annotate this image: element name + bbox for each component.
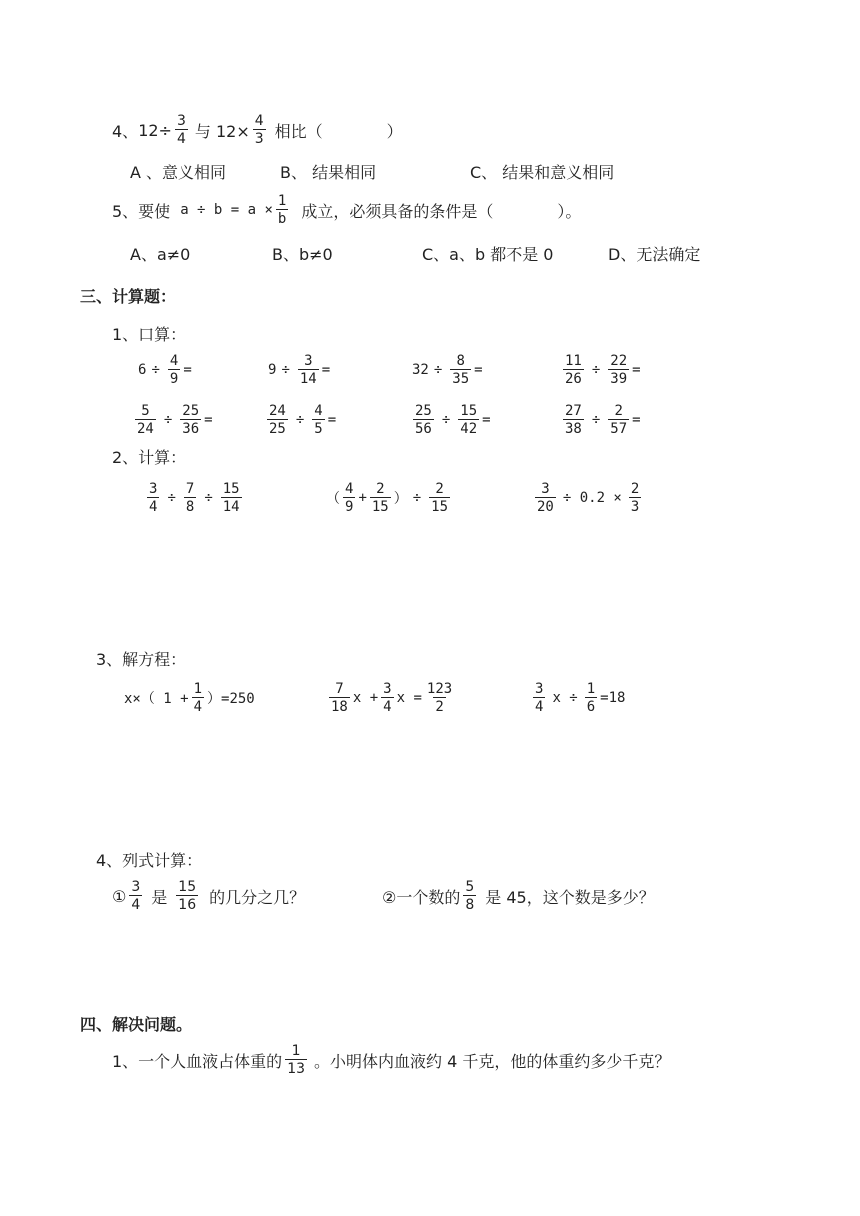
- numerator: 15: [222, 481, 240, 497]
- option-c: C、 结果和意义相同: [470, 163, 615, 182]
- equation-3: [530, 682, 625, 714]
- fraction: [276, 194, 288, 226]
- expr-text: ÷: [412, 490, 422, 506]
- expr-text: ÷: [591, 362, 601, 378]
- expr-text: =: [474, 362, 483, 378]
- denominator: 2: [435, 699, 444, 715]
- oral-item: [412, 354, 483, 386]
- denominator: 4: [535, 699, 544, 715]
- fraction: [370, 482, 391, 514]
- fraction: [429, 482, 450, 514]
- expr-text: 12÷: [138, 120, 172, 140]
- expr-text: x ÷: [552, 690, 578, 706]
- fraction: [585, 682, 597, 714]
- question-5: [112, 194, 581, 226]
- denominator: 6: [586, 699, 596, 715]
- numerator: 4: [345, 481, 354, 497]
- expr-text: ）=250: [207, 691, 255, 707]
- option-c: C、a、b 都不是 0: [422, 245, 554, 264]
- fraction: [535, 482, 556, 514]
- numerator: 25: [415, 403, 432, 419]
- denominator: 18: [331, 699, 348, 715]
- denominator: 26: [565, 371, 582, 387]
- denominator: 9: [169, 371, 179, 387]
- oral-item: [410, 404, 491, 436]
- expr-text: ÷: [441, 412, 451, 428]
- expr-text: x×（ 1 +: [124, 691, 189, 707]
- numerator: 2: [376, 481, 385, 497]
- oral-item: [264, 404, 336, 436]
- numerator: 8: [456, 353, 465, 369]
- numerator: 3: [383, 681, 392, 697]
- numerator: 123: [426, 681, 453, 697]
- numerator: 2: [435, 481, 444, 497]
- expr-text: =: [204, 412, 213, 428]
- numerator: 2: [630, 481, 640, 497]
- fraction: [175, 114, 188, 146]
- question-number: 5、要使: [112, 201, 171, 221]
- oral-item: [132, 404, 213, 436]
- denominator: 57: [610, 421, 628, 437]
- fraction: [329, 682, 350, 714]
- fraction: [168, 354, 180, 386]
- numerator: 3: [535, 681, 544, 697]
- numerator: 11: [565, 353, 582, 369]
- denominator: 20: [537, 499, 554, 515]
- denominator: 16: [178, 897, 197, 913]
- oral-item: [268, 354, 330, 386]
- fraction: [129, 880, 142, 912]
- denominator: 8: [185, 499, 195, 515]
- numerator: 24: [269, 403, 286, 419]
- expr-text: 。小明体内血液约 4 千克，他的体重约多少千克？: [314, 1051, 671, 1071]
- expr-text: 32: [412, 362, 429, 378]
- denominator: 14: [222, 499, 240, 515]
- expr-text: 相比（ ）: [274, 121, 403, 141]
- denominator: 5: [314, 421, 323, 437]
- fraction: [629, 482, 641, 514]
- fraction: [563, 354, 584, 386]
- fraction: [184, 482, 196, 514]
- fraction: [192, 682, 204, 714]
- fraction: [285, 1044, 307, 1076]
- oral-item: [138, 354, 192, 386]
- denominator: 39: [610, 371, 628, 387]
- fraction: [533, 682, 545, 714]
- option-b: B、b≠0: [272, 245, 333, 264]
- denominator: 4: [383, 699, 392, 715]
- denominator: 56: [415, 421, 432, 437]
- fraction: [343, 482, 355, 514]
- problem-1: [112, 1044, 670, 1076]
- expr-text: =: [632, 362, 641, 378]
- calc-expr-2: [326, 482, 453, 514]
- expr-text: ÷: [295, 412, 305, 428]
- numerator: 2: [614, 403, 623, 419]
- option-a: A、a≠0: [130, 245, 191, 264]
- denominator: 15: [431, 499, 449, 515]
- fraction: [267, 404, 288, 436]
- numerator: 3: [541, 481, 550, 497]
- equation-2: [326, 682, 457, 714]
- numerator: 3: [304, 353, 313, 369]
- numerator: 7: [185, 481, 195, 497]
- fraction: [450, 354, 471, 386]
- expr-text: （: [326, 491, 340, 507]
- denominator: 9: [345, 499, 354, 515]
- calc-expr-1: [144, 482, 245, 514]
- expr-text: 的几分之几？: [209, 887, 306, 907]
- denominator: 24: [137, 421, 154, 437]
- expr-text: ÷: [163, 412, 173, 428]
- oral-title: 1、口算：: [112, 325, 187, 344]
- denominator: 13: [287, 1061, 306, 1077]
- fraction: [608, 354, 629, 386]
- numerator: 4: [169, 353, 179, 369]
- oral-item: [560, 354, 641, 386]
- expr-text: 成立，必须具备的条件是（ ）。: [301, 201, 582, 221]
- denominator: 8: [465, 897, 475, 913]
- fraction: [221, 482, 242, 514]
- expr-text: ①: [112, 886, 127, 906]
- expr-text: a ÷ b = a ×: [180, 202, 273, 218]
- expr-text: =18: [600, 690, 626, 706]
- numerator: 15: [178, 879, 197, 895]
- numerator: 1: [291, 1043, 301, 1059]
- numerator: 3: [176, 113, 186, 129]
- fraction: [135, 404, 156, 436]
- expr-text: x +: [352, 690, 379, 706]
- numerator: 7: [335, 681, 344, 697]
- expr-text: ÷: [591, 412, 601, 428]
- denominator: b: [277, 211, 287, 227]
- option-b: B、 结果相同: [280, 163, 377, 182]
- expr-text: +: [358, 490, 367, 506]
- expr-text: ÷: [204, 490, 213, 506]
- denominator: 35: [452, 371, 470, 387]
- fraction: [563, 404, 584, 436]
- numerator: 3: [149, 481, 158, 497]
- denominator: 3: [630, 499, 640, 515]
- expr-text: ②一个数的: [382, 887, 461, 907]
- denominator: 3: [254, 131, 264, 147]
- denominator: 15: [371, 499, 389, 515]
- expr-text: 是: [151, 887, 168, 907]
- question-number: 4、: [112, 121, 139, 141]
- section-3-title: 三、计算题：: [80, 287, 177, 306]
- fraction: [381, 682, 393, 714]
- fraction: [425, 682, 454, 714]
- expr-text: =: [327, 412, 337, 428]
- expr-text: =: [183, 362, 192, 378]
- numerator: 1: [586, 681, 596, 697]
- denominator: 36: [182, 421, 200, 437]
- fraction: [253, 114, 266, 146]
- oral-item: [560, 404, 641, 436]
- numerator: 3: [131, 879, 141, 895]
- expr-text: 9: [268, 362, 277, 378]
- list-calc-1: [112, 880, 305, 912]
- numerator: 1: [277, 193, 287, 209]
- denominator: 14: [299, 371, 317, 387]
- denominator: 4: [149, 499, 158, 515]
- numerator: 4: [254, 113, 264, 129]
- denominator: 25: [269, 421, 286, 437]
- denominator: 4: [131, 897, 141, 913]
- numerator: 4: [314, 403, 323, 419]
- list-calc-2: [382, 880, 655, 912]
- expr-text: 6: [138, 362, 147, 378]
- denominator: 4: [176, 131, 186, 147]
- q5-options: [130, 242, 700, 265]
- calc-title: 2、计算：: [112, 448, 187, 467]
- denominator: 42: [460, 421, 478, 437]
- numerator: 22: [610, 353, 628, 369]
- fraction: [463, 880, 476, 912]
- expr-text: =: [321, 362, 331, 378]
- expr-text: 是 45，这个数是多少？: [485, 887, 655, 907]
- section-4-title: 四、解决问题。: [80, 1015, 193, 1034]
- expr-text: ÷: [151, 362, 160, 378]
- expr-text: ）: [393, 491, 408, 507]
- numerator: 5: [465, 879, 475, 895]
- list-calc-title: 4、列式计算：: [96, 851, 203, 870]
- denominator: 4: [193, 699, 203, 715]
- fraction: [458, 404, 479, 436]
- expr-text: x =: [396, 690, 422, 706]
- equation-title: 3、解方程：: [96, 650, 187, 669]
- calc-expr-3: [532, 482, 644, 514]
- denominator: 38: [565, 421, 582, 437]
- fraction: [176, 880, 198, 912]
- option-a: A 、意义相同: [130, 163, 227, 182]
- expr-text: ÷: [281, 362, 290, 378]
- fraction: [147, 482, 159, 514]
- expr-text: ÷ 0.2 ×: [562, 490, 622, 506]
- numerator: 15: [460, 403, 478, 419]
- numerator: 25: [182, 403, 200, 419]
- fraction: [298, 354, 319, 386]
- equation-1: [124, 682, 255, 714]
- fraction: [608, 404, 629, 436]
- numerator: 27: [565, 403, 582, 419]
- fraction: [180, 404, 201, 436]
- fraction: [312, 404, 324, 436]
- option-d: D、无法确定: [608, 245, 701, 264]
- numerator: 5: [141, 403, 150, 419]
- expr-text: ÷: [433, 362, 443, 378]
- expr-text: 与 12×: [194, 121, 250, 141]
- numerator: 1: [193, 681, 203, 697]
- expr-text: =: [632, 412, 641, 428]
- expr-text: =: [482, 412, 491, 428]
- q4-options: [130, 160, 614, 183]
- question-4: [112, 114, 403, 146]
- expr-text: 1、一个人血液占体重的: [112, 1051, 283, 1071]
- fraction: [413, 404, 434, 436]
- expr-text: ÷: [167, 490, 176, 506]
